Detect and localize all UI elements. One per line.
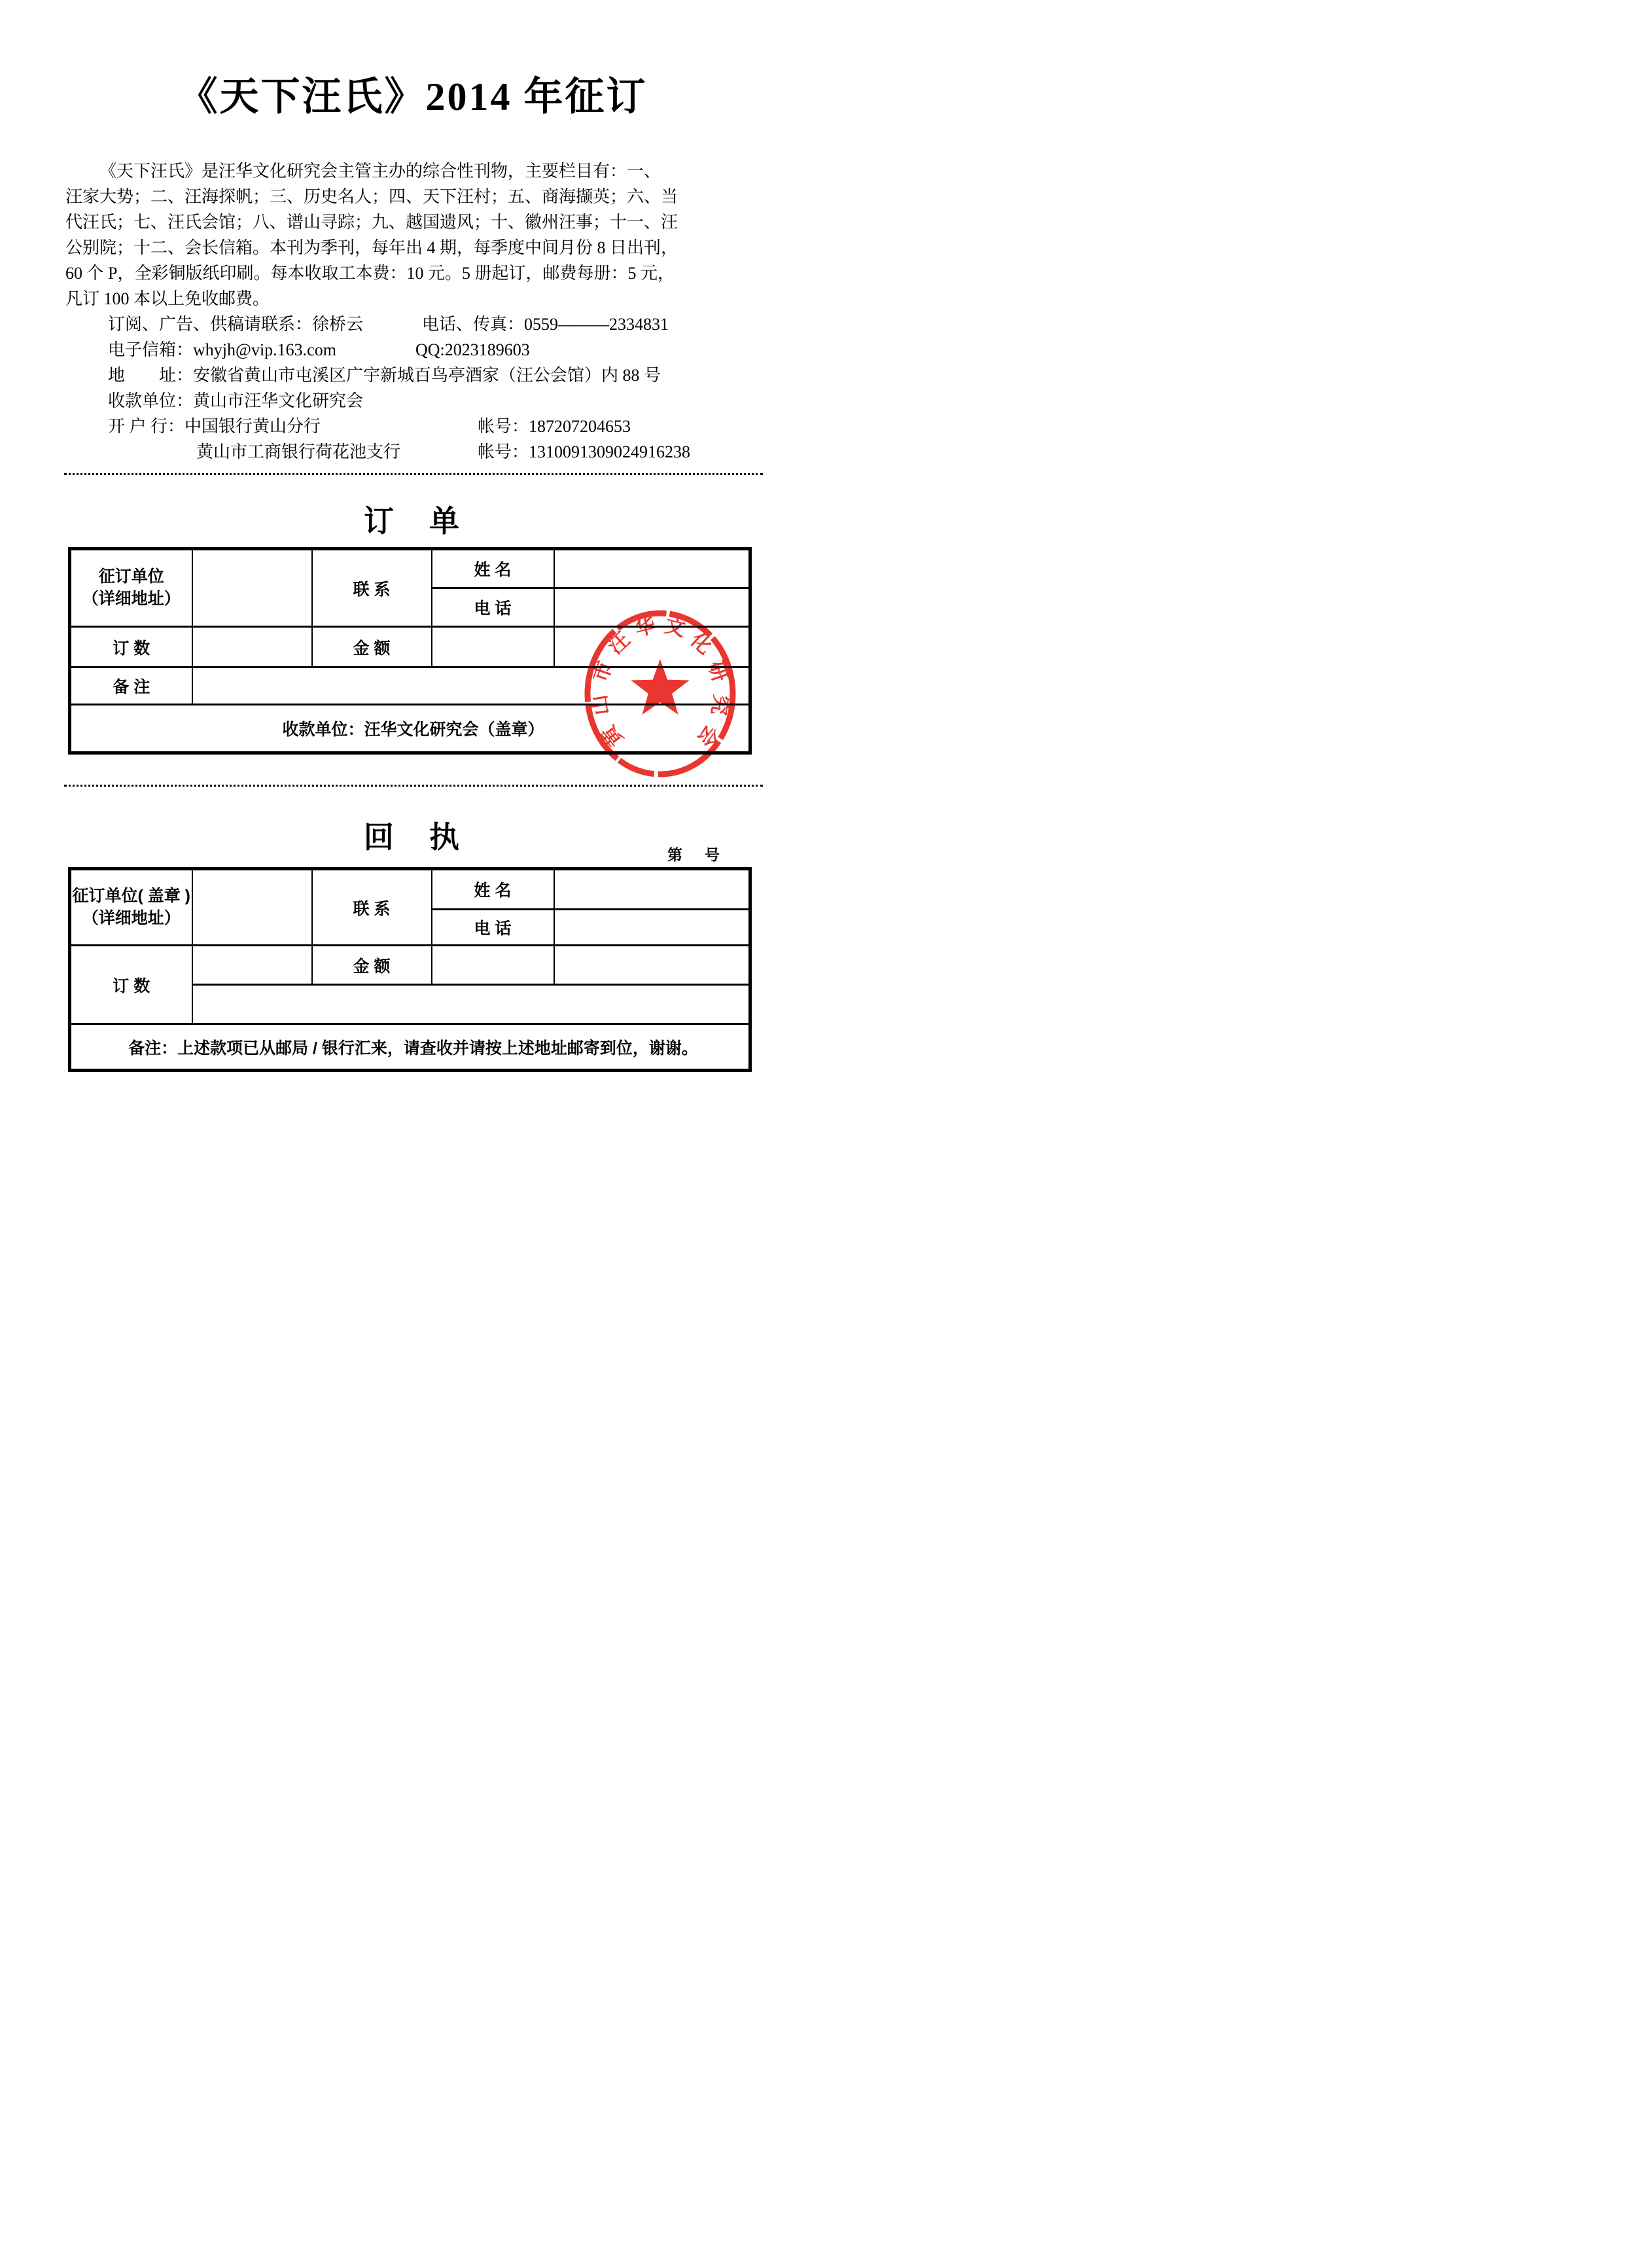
order-unit-label-line2: （详细地址） <box>82 589 181 608</box>
order-note-label-cell: 备 注 <box>70 668 192 705</box>
table-row <box>70 668 750 705</box>
receipt-name-value-cell[interactable] <box>554 869 750 910</box>
order-qty-label-cell: 订 数 <box>70 627 192 668</box>
bank2-row <box>108 439 764 465</box>
receipt-extra-value-cell[interactable] <box>192 985 750 1024</box>
order-phone-label-cell: 电 话 <box>432 588 554 627</box>
receipt-amount-value-cell2[interactable] <box>554 946 750 985</box>
dotted-divider <box>64 473 763 475</box>
bank2-name-text: 黄山市工商银行荷花池支行 <box>196 442 401 461</box>
order-contact-label-cell: 联 系 <box>312 549 432 627</box>
contact-block <box>108 312 764 465</box>
address-text: 地 址：安徽省黄山市屯溪区广宇新城百鸟亭酒家（汪公会馆）内 88 号 <box>108 366 661 385</box>
receipt-qty-value-cell[interactable] <box>192 946 312 985</box>
order-phone-value-cell[interactable] <box>554 588 750 627</box>
receipt-amount-label-cell: 金 额 <box>312 946 432 985</box>
order-name-label-cell: 姓 名 <box>432 549 554 588</box>
bank1-name-text: 开 户 行：中国银行黄山分行 <box>108 417 321 436</box>
page-title: 《天下汪氏》2014 年征订 <box>178 75 648 118</box>
receipt-name-label-cell: 姓 名 <box>432 869 554 910</box>
order-qty-value-cell[interactable] <box>192 627 312 668</box>
receipt-contact-label-cell: 联 系 <box>312 869 432 946</box>
intro-line: 《天下汪氏》是汪华文化研究会主管主办的综合性刊物，主要栏目有：一、 <box>99 162 661 181</box>
contact-address-row <box>108 363 764 388</box>
seal-char: 文 <box>662 613 688 641</box>
table-row <box>70 705 750 753</box>
qq-text: QQ:2023189603 <box>415 340 530 359</box>
receipt-form-table <box>68 867 752 1072</box>
seal-char: 汪 <box>603 628 635 659</box>
bank2-account-text: 帐号：1310091309024916238 <box>478 442 691 461</box>
receipt-qty-label-cell: 订 数 <box>70 946 192 1024</box>
table-row <box>70 869 750 910</box>
order-form-table <box>68 547 752 755</box>
seal-char: 市 <box>588 658 617 685</box>
intro-paragraph <box>65 158 764 312</box>
order-note-value-cell[interactable] <box>192 668 750 705</box>
order-amount-value-cell[interactable] <box>432 627 554 668</box>
seal-char: 化 <box>686 628 717 659</box>
order-unit-value-cell[interactable] <box>192 549 312 627</box>
intro-line: 凡订 100 本以上免收邮费。 <box>65 289 270 308</box>
order-section-title: 订 单 <box>364 504 462 538</box>
contact-payee-row <box>108 388 764 414</box>
receipt-unit-label-line1: 征订单位( 盖章 ) <box>72 886 191 905</box>
intro-line: 代汪氏；七、汪氏会馆；八、谱山寻踪；九、越国遗风；十、徽州汪事；十一、汪 <box>65 213 678 232</box>
seal-char: 山 <box>587 693 614 717</box>
dotted-divider <box>64 785 763 787</box>
intro-line: 60 个 P，全彩铜版纸印刷。每本收取工本费：10 元。5 册起订，邮费每册：5 元， <box>65 264 675 283</box>
receipt-unit-value-cell[interactable] <box>192 869 312 946</box>
serial-prefix: 第 <box>667 846 682 863</box>
phone-fax-text: 电话、传真：0559———2334831 <box>422 315 669 334</box>
contact-subscribe-row <box>108 312 764 337</box>
document-page <box>0 0 826 1123</box>
seal-char: 黄 <box>597 721 628 751</box>
bank1-account-text: 帐号：187207204653 <box>478 417 631 436</box>
receipt-phone-label-cell: 电 话 <box>432 910 554 946</box>
subscribe-contact-text: 订阅、广告、供稿请联系：徐桥云 <box>108 315 364 334</box>
bank1-row <box>108 414 764 439</box>
order-unit-label-line1: 征订单位 <box>98 567 164 586</box>
serial-suffix: 号 <box>705 846 720 863</box>
receipt-phone-value-cell[interactable] <box>554 910 750 946</box>
order-amount-value-cell2[interactable] <box>554 627 750 668</box>
contact-email-row <box>108 337 764 363</box>
intro-line: 公别院；十二、会长信箱。本刊为季刊，每年出 4 期，每季度中间月份 8 日出刊， <box>65 238 678 257</box>
receipt-unit-label-cell <box>70 869 192 946</box>
email-text: 电子信箱：whyjh@vip.163.com <box>108 340 336 359</box>
order-name-value-cell[interactable] <box>554 549 750 588</box>
seal-char: 会 <box>692 721 724 751</box>
receipt-note-cell: 备注：上述款项已从邮局 / 银行汇来，请查收并请按上述地址邮寄到位，谢谢。 <box>70 1024 750 1071</box>
intro-line: 汪家大势；二、汪海探帆；三、历史名人；四、天下汪村；五、商海撷英；六、当 <box>65 187 678 206</box>
table-row <box>70 1024 750 1071</box>
order-unit-label-cell <box>70 549 192 627</box>
serial-number-line <box>667 843 720 865</box>
order-payee-row-cell: 收款单位：汪华文化研究会（盖章） <box>70 705 750 753</box>
table-row <box>70 549 750 588</box>
payee-text: 收款单位：黄山市汪华文化研究会 <box>108 391 364 410</box>
receipt-amount-value-cell[interactable] <box>432 946 554 985</box>
seal-char: 华 <box>632 613 658 641</box>
receipt-unit-label-line2: （详细地址） <box>82 908 181 927</box>
table-row <box>70 627 750 668</box>
seal-char: 研 <box>703 658 732 685</box>
seal-char: 究 <box>707 693 733 717</box>
receipt-section-title: 回 执 <box>364 820 462 854</box>
order-amount-label-cell: 金 额 <box>312 627 432 668</box>
table-row <box>70 946 750 985</box>
